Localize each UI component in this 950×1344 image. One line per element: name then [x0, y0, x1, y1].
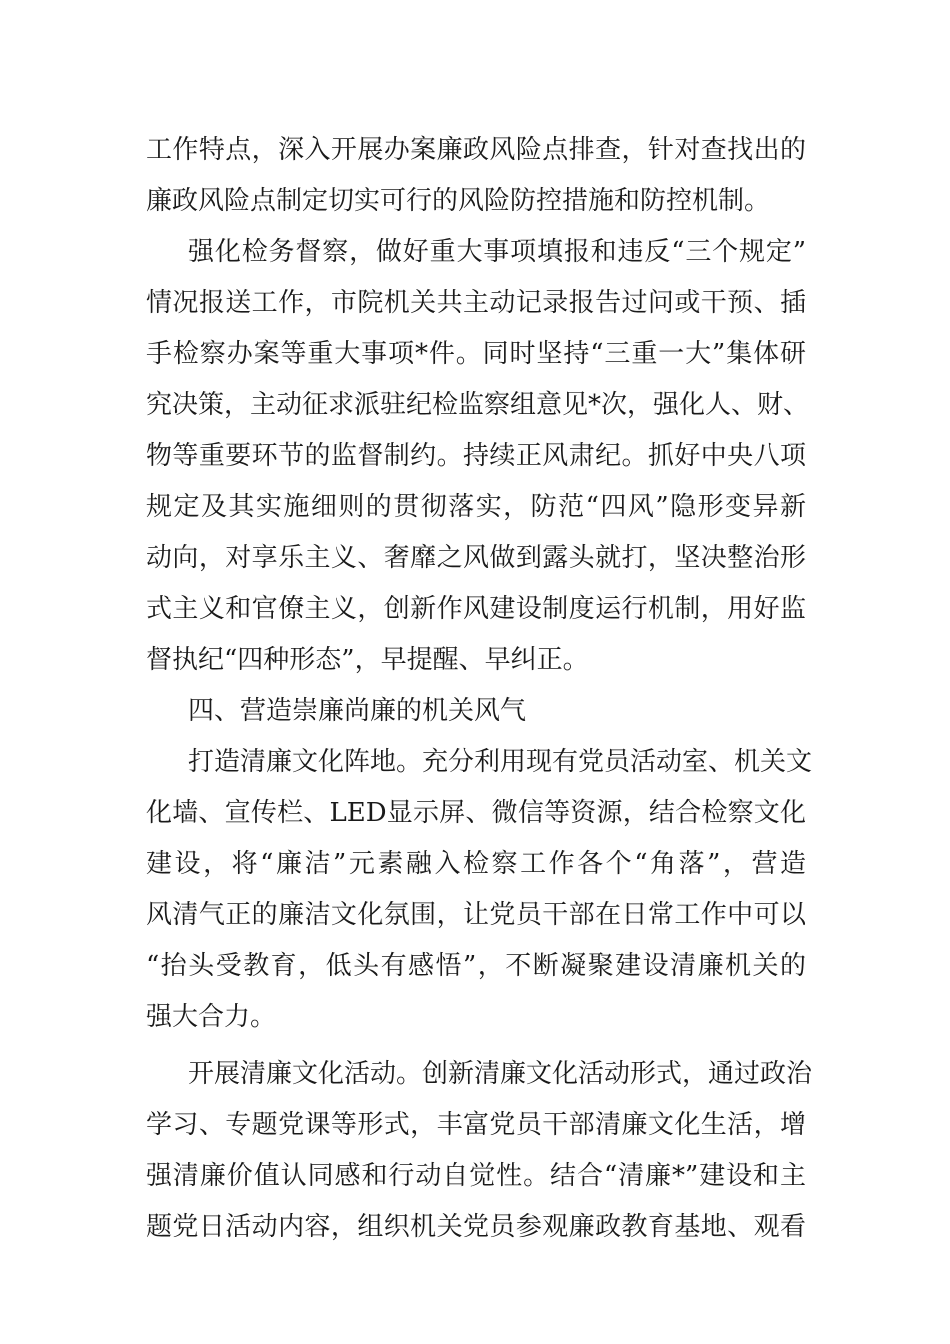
- paragraph-line: 廉政风险点制定切实可行的风险防控措施和防控机制。: [146, 186, 771, 216]
- paragraph-line: 建设，将“廉洁”元素融入检察工作各个“角落”，营造: [146, 849, 806, 879]
- paragraph-line: 究决策，主动征求派驻纪检监察组意见*次，强化人、财、: [146, 390, 810, 420]
- paragraph-line: “抬头受教育，低头有感悟”，不断凝聚建设清廉机关的: [146, 951, 806, 981]
- paragraph-line: 物等重要环节的监督制约。持续正风肃纪。抓好中央八项: [146, 441, 806, 471]
- paragraph-line: 情况报送工作，市院机关共主动记录报告过问或干预、插: [146, 288, 806, 318]
- paragraph-line: 题党日活动内容，组织机关党员参观廉政教育基地、观看: [146, 1212, 806, 1242]
- paragraph-line: 强清廉价值认同感和行动自觉性。结合“清廉*”建设和主: [146, 1161, 806, 1191]
- paragraph-line: 开展清廉文化活动。创新清廉文化活动形式，通过政治: [188, 1059, 813, 1089]
- paragraph-line: 打造清廉文化阵地。充分利用现有党员活动室、机关文: [188, 747, 813, 777]
- paragraph-line: 风清气正的廉洁文化氛围，让党员干部在日常工作中可以: [146, 900, 806, 930]
- paragraph-line: 工作特点，深入开展办案廉政风险点排查，针对查找出的: [146, 135, 806, 165]
- paragraph-line: 强化检务督察，做好重大事项填报和违反“三个规定”: [188, 237, 806, 267]
- paragraph-line: 学习、专题党课等形式，丰富党员干部清廉文化生活，增: [146, 1110, 806, 1140]
- paragraph-line: 式主义和官僚主义，创新作风建设制度运行机制，用好监: [146, 594, 806, 624]
- paragraph-line: 动向，对享乐主义、奢靡之风做到露头就打，坚决整治形: [146, 543, 806, 573]
- paragraph-line: 化墙、宣传栏、LED显示屏、微信等资源，结合检察文化: [146, 798, 806, 828]
- section-heading: 四、营造崇廉尚廉的机关风气: [188, 696, 527, 726]
- paragraph-line: 强大合力。: [146, 1002, 277, 1032]
- paragraph-line: 手检察办案等重大事项*件。同时坚持“三重一大”集体研: [146, 339, 806, 369]
- paragraph-line: 督执纪“四种形态”，早提醒、早纠正。: [146, 645, 589, 675]
- document-body: [146, 125, 813, 1253]
- paragraph-line: 规定及其实施细则的贯彻落实，防范“四风”隐形变异新: [146, 492, 806, 522]
